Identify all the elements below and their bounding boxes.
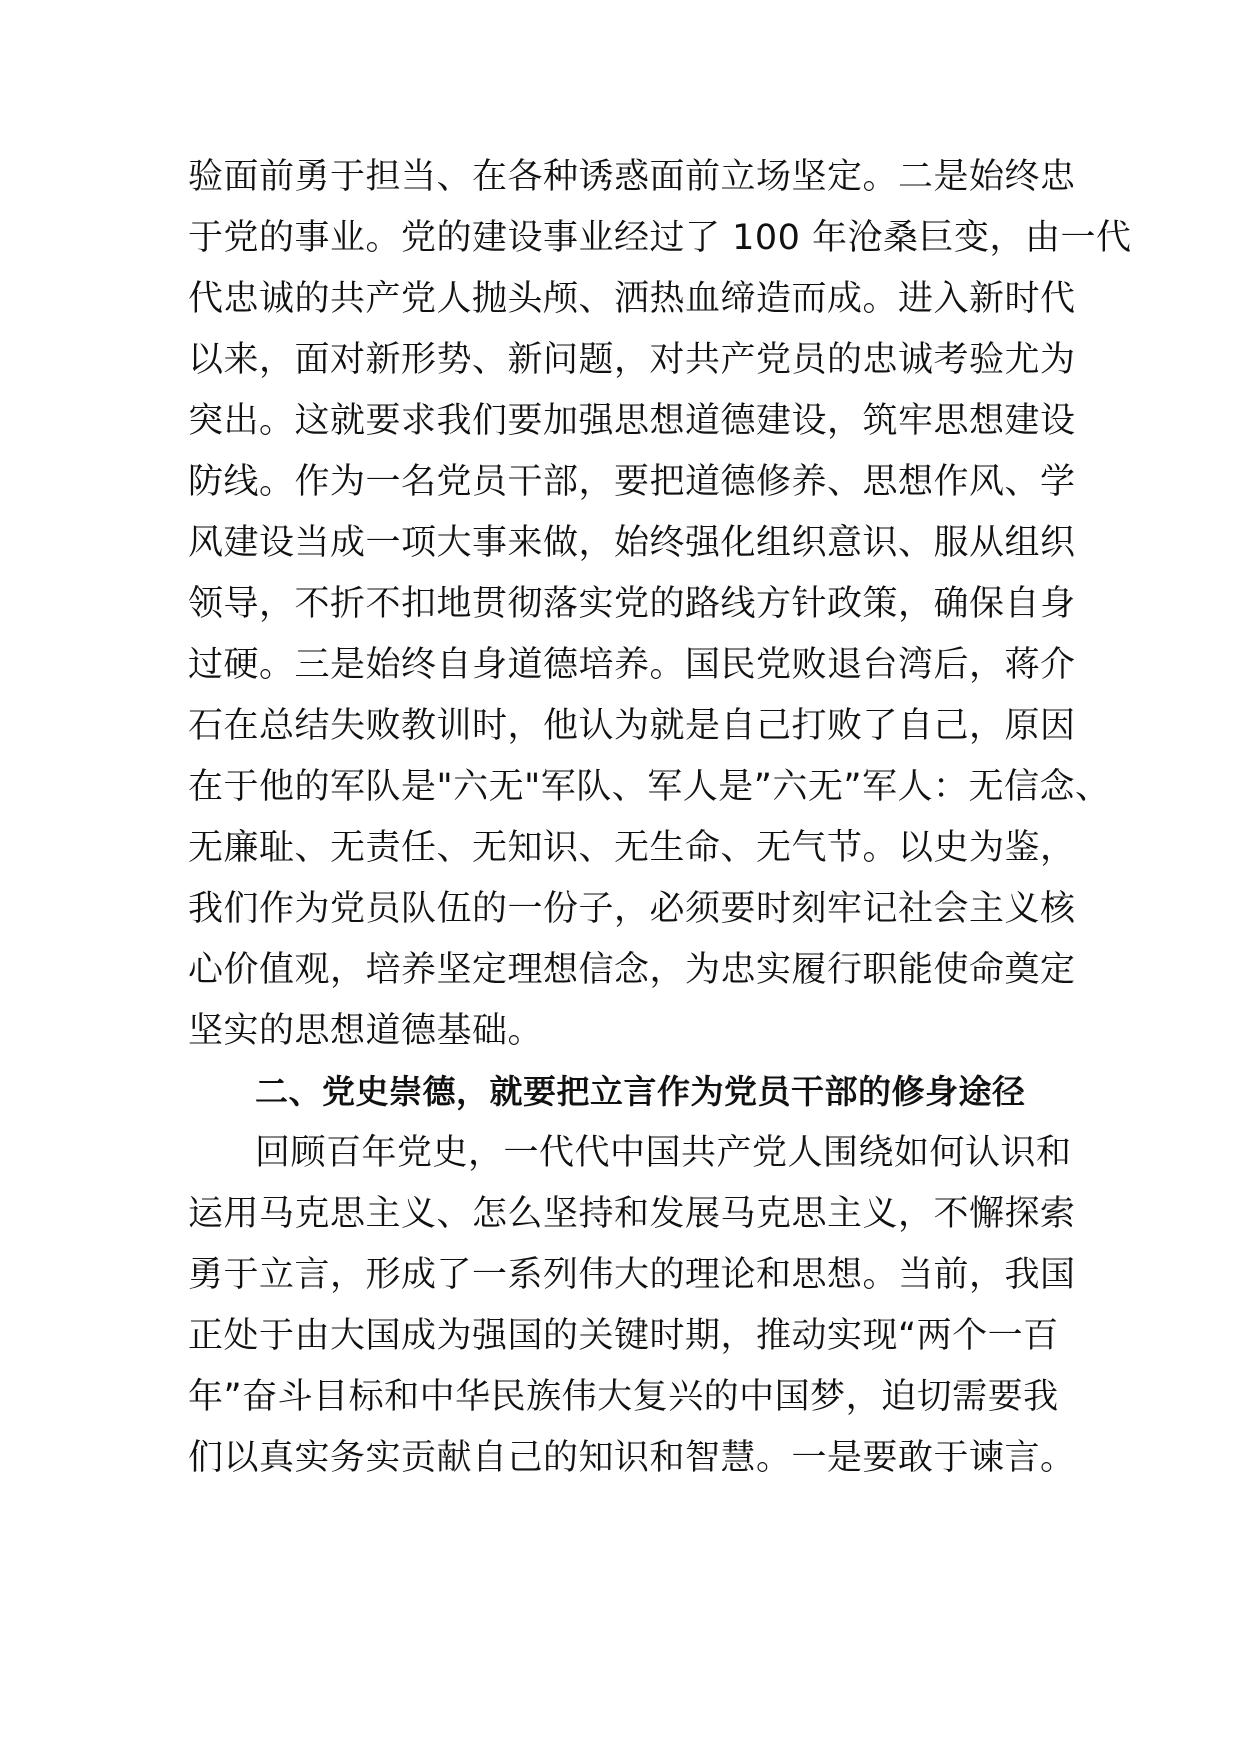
paragraph-2-line-1: 回顾百年党史，一代代中国共产党人围绕如何认识和 [255,1133,1072,1173]
paragraph-1-line-15: 坚实的思想道德基础。 [188,1011,544,1051]
paragraph-1-line-11: 在于他的军队是"六无"军队、军人是”六无”军人：无信念、 [188,767,1111,807]
paragraph-2-line-3: 勇于立言，形成了一系列伟大的理论和思想。当前，我国 [188,1255,1076,1295]
paragraph-1-line-5: 突出。这就要求我们要加强思想道德建设，筑牢思想建设 [188,401,1076,441]
paragraph-2-line-5: 年”奋斗目标和中华民族伟大复兴的中国梦，迫切需要我 [188,1377,1059,1417]
paragraph-1-line-6: 防线。作为一名党员干部，要把道德修养、思想作风、学 [188,462,1076,502]
paragraph-2-line-4: 正处于由大国成为强国的关键时期，推动实现“两个一百 [188,1316,1059,1356]
paragraph-1-line-3: 代忠诚的共产党人抛头颅、洒热血缔造而成。进入新时代 [188,279,1076,319]
paragraph-1-line-12: 无廉耻、无责任、无知识、无生命、无气节。以史为鉴， [188,828,1076,868]
paragraph-2-line-6: 们以真实务实贡献自己的知识和智慧。一是要敢于谏言。 [188,1438,1076,1478]
paragraph-2-line-2: 运用马克思主义、怎么坚持和发展马克思主义，不懈探索 [188,1194,1076,1234]
paragraph-1-line-9: 过硬。三是始终自身道德培养。国民党败退台湾后，蒋介 [188,645,1076,685]
paragraph-1-line-13: 我们作为党员队伍的一份子，必须要时刻牢记社会主义核 [188,889,1076,929]
paragraph-1-line-8: 领导，不折不扣地贯彻落实党的路线方针政策，确保自身 [188,584,1076,624]
paragraph-1-line-1: 验面前勇于担当、在各种诱惑面前立场坚定。二是始终忠 [188,157,1076,197]
paragraph-1-line-14: 心价值观，培养坚定理想信念，为忠实履行职能使命奠定 [188,950,1076,990]
paragraph-1-line-4: 以来，面对新形势、新问题，对共产党员的忠诚考验尤为 [188,340,1076,380]
paragraph-1-line-7: 风建设当成一项大事来做，始终强化组织意识、服从组织 [188,523,1076,563]
section-heading: 二、党史崇德，就要把立言作为党员干部的修身途径 [255,1072,1026,1111]
paragraph-1-line-2: 于党的事业。党的建设事业经过了 100 年沧桑巨变，由一代 [188,218,1132,258]
paragraph-1-line-10: 石在总结失败教训时，他认为就是自己打败了自己，原因 [188,706,1076,746]
